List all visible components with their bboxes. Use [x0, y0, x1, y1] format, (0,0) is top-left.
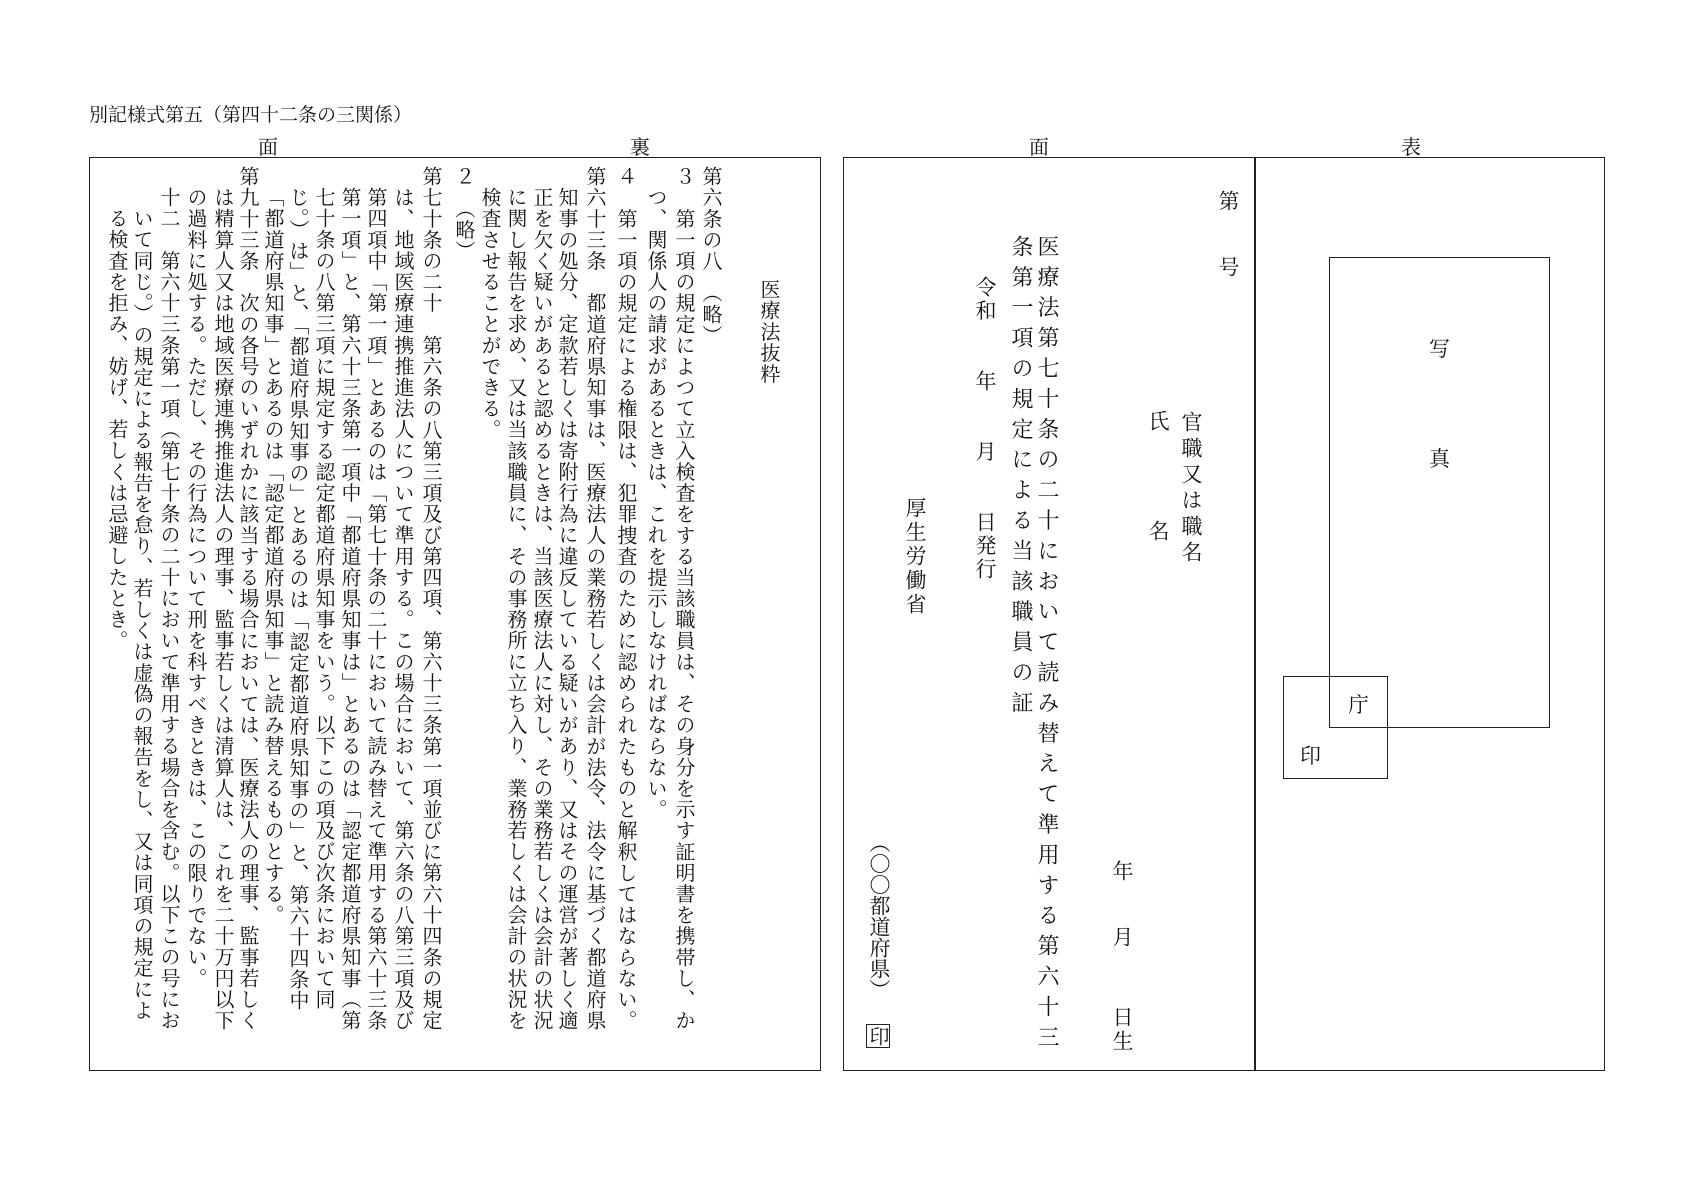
law-text-column: いて同じ。）の規定による報告を怠り、若しくは虚偽の報告をし、又は同項の規定によ — [130, 208, 154, 1022]
ministry: 厚生労働省 — [903, 497, 927, 617]
law-text-column: は、地域医療連携推進法人について準用する。この場合において、第六条の八第三項及び — [391, 187, 415, 1032]
office-seal-label-2: 印 — [1300, 744, 1321, 768]
law-text-column: は精算人又は地域医療連携推進法人の理事、監事若しくは清算人は、これを二十万円以下 — [211, 187, 235, 1032]
law-text-column: 「都道府県知事」とあるのは「認定都道府県知事」と読み替えるものとする。 — [261, 187, 285, 926]
panel-divider — [1254, 157, 1256, 1071]
law-text-column: 正を欠く疑いがあると認めるときは、当該医療法人に対し、その業務若しくは会計の状況 — [530, 187, 554, 1032]
cert-line-2: 条第一項の規定による当該職員の証 — [1008, 235, 1033, 722]
name-label-2: 名 — [1146, 520, 1170, 541]
photo-label-2: 真 — [1429, 447, 1450, 471]
law-text-column: 第一項」と、第六十三条第一項中「都道府県知事は」とあるのは「認定都道府県知事（第 — [338, 187, 362, 1032]
birth-year: 年 — [1110, 860, 1134, 881]
law-text-column: つ、関係人の請求があるときは、これを提示しなければならない。 — [644, 187, 668, 821]
office-seal-box — [1283, 676, 1388, 779]
law-text-column: 第六条の八 （略） — [699, 166, 723, 346]
law-text-column: の過料に処する。ただし、その行為について刑を科すべきときは、この限りでない。 — [184, 187, 208, 989]
front-header-1: 面 — [1029, 135, 1049, 159]
seal-mark: 印 — [866, 1026, 890, 1046]
law-text-column: 知事の処分、定款若しくは寄附行為に違反している疑いがあり、又はその運営が著しく適 — [555, 187, 579, 1032]
law-text-column: ３ 第一項の規定によつて立入検査をする当該職員は、その身分を示す証明書を携帯し、か — [672, 166, 696, 1032]
office-seal-label-1: 庁 — [1348, 693, 1369, 717]
law-text-column: じ。）は」と、「都道府県知事の」とあるのは「認定都道府県知事の」と、第六十四条中 — [286, 187, 310, 1012]
law-text-column: 第六十三条 都道府県知事は、医療法人の業務若しくは会計が法令、法令に基づく都道府県 — [583, 166, 607, 1032]
front-header-2: 表 — [1401, 135, 1421, 159]
law-text-column: ２ （略） — [452, 166, 476, 262]
number-label: 第 — [1216, 190, 1240, 211]
name-label-1: 氏 — [1146, 410, 1170, 431]
law-text-column: ４ 第一項の規定による権限は、犯罪捜査のために認められたものと解釈してはならない。 — [614, 166, 638, 1032]
law-text-column: 七十条の八第三項に規定する認定都道府県知事をいう。以下この項及び次条において同 — [312, 187, 336, 1010]
back-header-1: 面 — [258, 135, 278, 159]
back-header-2: 裏 — [630, 135, 650, 159]
number-suffix: 号 — [1216, 256, 1240, 277]
law-text-column: 十二 第六十三条第一項（第七十条の二十において準用する場合を含む。以下この号にお — [157, 187, 181, 1032]
photo-label-1: 写 — [1429, 337, 1450, 361]
back-heading: 医療法抜粋 — [757, 279, 781, 385]
prefecture: （〇〇都道府県） — [867, 832, 891, 1000]
law-text-column: に関し報告を求め、又は当該職員に、その事務所に立ち入り、業務若しくは会計の状況を — [504, 187, 528, 1032]
birth-day: 日生 — [1110, 1006, 1134, 1054]
law-text-column: 検査させることができる。 — [478, 187, 502, 441]
law-text-column: る検査を拒み、妨げ、若しくは忌避したとき。 — [105, 208, 129, 652]
photo-box — [1329, 257, 1550, 728]
cert-line-1: 医療法第七十条の二十において読み替えて準用する第六十三 — [1034, 235, 1059, 1056]
issue-date: 令和 年 月 日発行 — [973, 276, 997, 582]
birth-month: 月 — [1110, 926, 1134, 947]
form-title: 別記様式第五（第四十二条の三関係） — [89, 104, 413, 126]
law-text-column: 第四項中「第一項」とあるのは「第七十条の二十において読み替えて準用する第六十三条 — [364, 187, 388, 1032]
law-text-column: 第七十条の二十 第六条の八第三項及び第四項、第六十三条第一項並びに第六十四条の規定 — [419, 166, 443, 1032]
law-text-column: 第九十三条 次の各号のいずれかに該当する場合においては、医療法人の理事、監事若しく — [236, 166, 260, 1032]
position-label: 官職又は職名 — [1179, 411, 1203, 567]
